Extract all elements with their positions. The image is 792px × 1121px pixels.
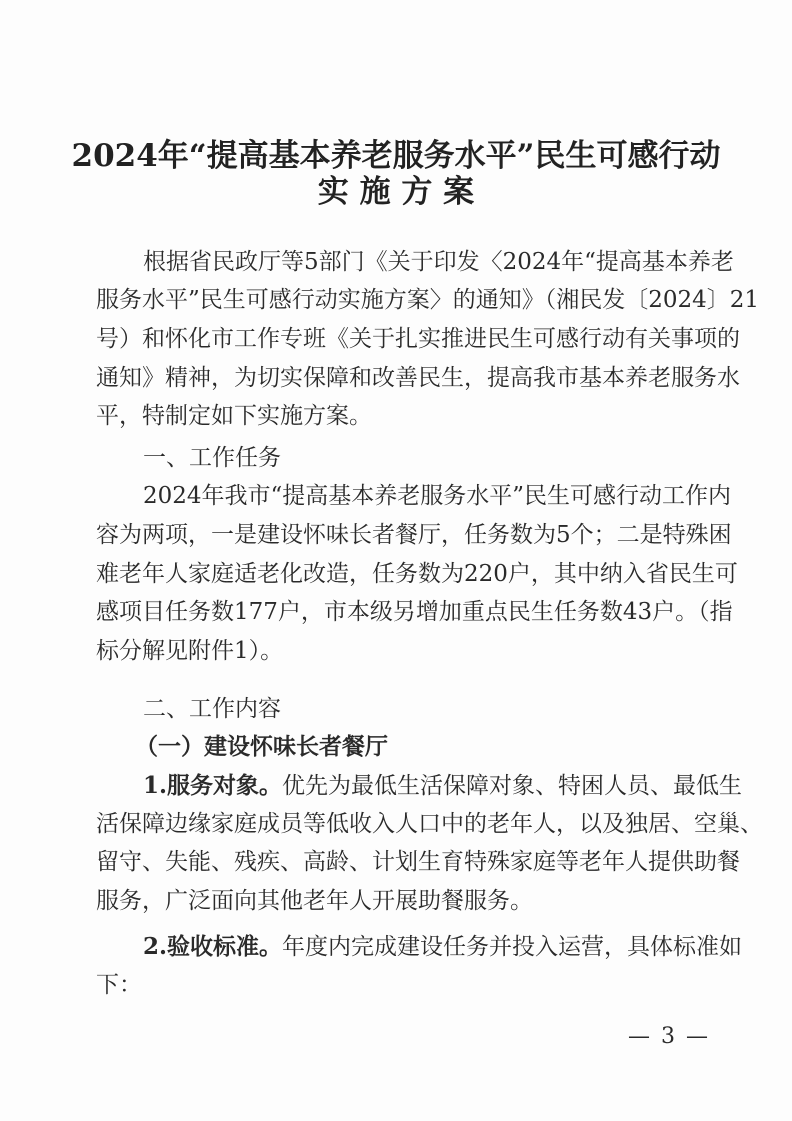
- intro-line: 服务水平”民生可感行动实施方案〉的通知》（湘民发〔2024〕21: [96, 287, 760, 313]
- tasks-line: 容为两项，一是建设怀味长者餐厅，任务数为5个；二是特殊困: [96, 522, 732, 548]
- tasks-line: 感项目任务数177户，市本级另增加重点民生任务数43户。（指: [96, 599, 733, 625]
- service-label: 1.服务对象。: [143, 772, 283, 799]
- acceptance-label: 2.验收标准。: [143, 933, 283, 960]
- subsection-heading: （一）建设怀味长者餐厅: [135, 733, 388, 760]
- document-title-line-2: 实 施 方 案: [317, 174, 475, 210]
- document-title-line-1: 2024年“提高基本养老服务水平”民生可感行动: [71, 138, 721, 174]
- tasks-line: 2024年我市“提高基本养老服务水平”民生可感行动工作内: [143, 483, 732, 509]
- section-heading-1: 一、工作任务: [143, 445, 281, 471]
- service-text: 优先为最低生活保障对象、特困人员、最低生: [282, 773, 743, 799]
- intro-line: 通知》精神，为切实保障和改善民生，提高我市基本养老服务水: [96, 365, 740, 391]
- intro-line: 号）和怀化市工作专班《关于扎实推进民生可感行动有关事项的: [96, 326, 740, 352]
- service-line: 活保障边缘家庭成员等低收入人口中的老年人，以及独居、空巢、: [96, 811, 763, 837]
- acceptance-text: 年度内完成建设任务并投入运营，具体标准如: [282, 934, 743, 960]
- service-line: [143, 771, 743, 801]
- intro-line: 根据省民政厅等5部门《关于印发〈2024年“提高基本养老: [143, 249, 734, 275]
- service-line: 留守、失能、残疾、高龄、计划生育特殊家庭等老年人提供助餐: [96, 849, 740, 875]
- tasks-line: 难老年人家庭适老化改造，任务数为220户，其中纳入省民生可: [96, 561, 738, 587]
- tasks-line: 标分解见附件1）。: [96, 638, 284, 664]
- page-number: — 3 —: [628, 1024, 710, 1049]
- service-line: 服务，广泛面向其他老年人开展助餐服务。: [96, 888, 533, 914]
- intro-line: 平，特制定如下实施方案。: [96, 403, 372, 429]
- section-heading-2: 二、工作内容: [143, 696, 281, 722]
- acceptance-line: 下：: [96, 972, 142, 998]
- acceptance-line: [143, 932, 743, 962]
